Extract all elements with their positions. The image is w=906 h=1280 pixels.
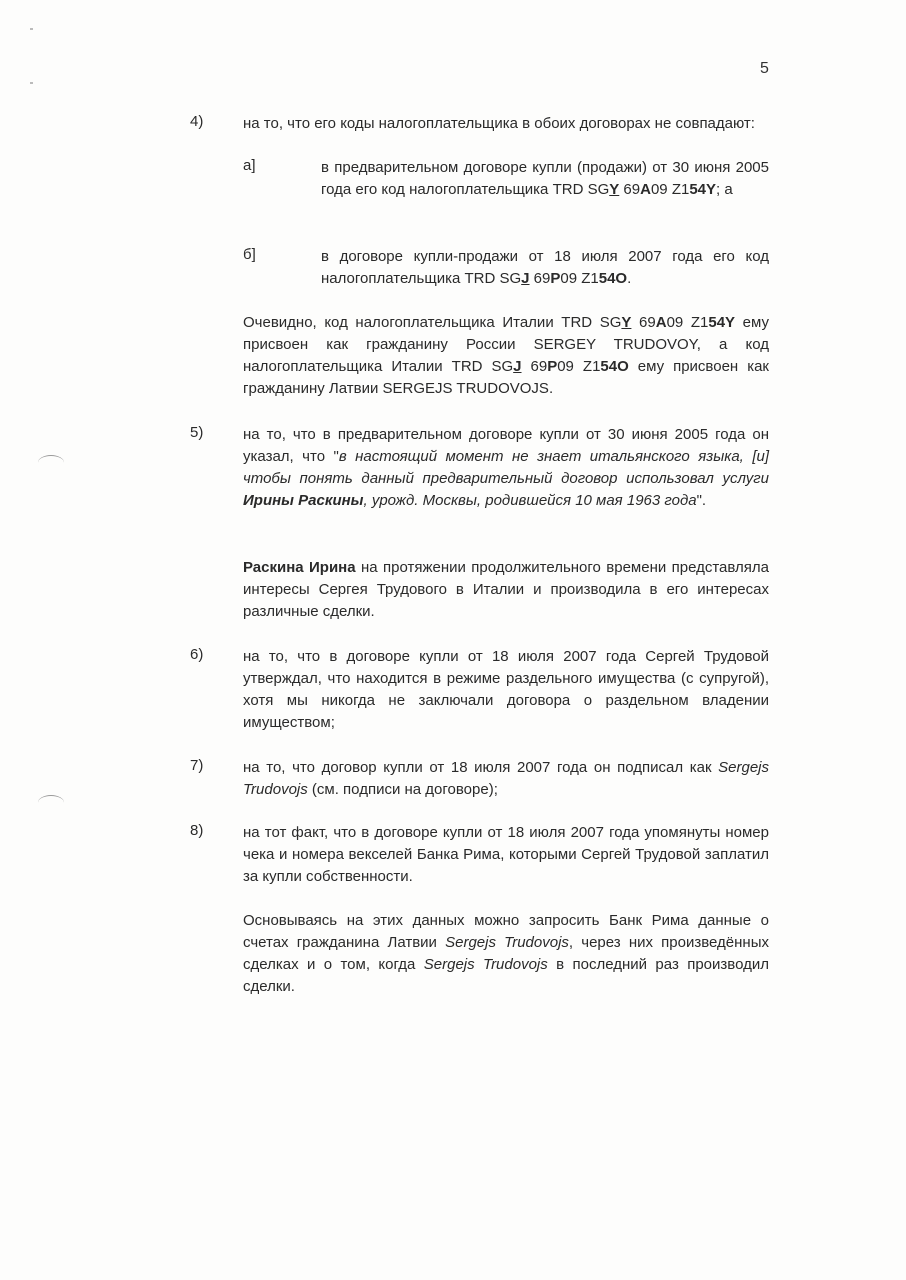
scan-speck — [30, 28, 33, 30]
subitem-b-text: в договоре купли-продажи от 18 июля 2007 года его код налогоплательщика TRD SGJ 69P09 Z154O. — [321, 248, 769, 287]
item-number-4: 4) — [190, 113, 204, 130]
item-5-text: на то, что в предварительном договоре купли от 30 июня 2005 года он указал, что "в настоящий момент не знает итальянского языка, [и] чтобы понять данный предварительный договор использовал услуги Ирины Раскины, урожд. Москвы, родившейся 10 мая 1963 года". — [243, 426, 769, 509]
item-number-5: 5) — [190, 424, 204, 441]
page-number: 5 — [760, 60, 769, 77]
item-7-text: на то, что договор купли от 18 июля 2007 года он подписал как Sergejs Trudovojs (см. подписи на договоре); — [243, 759, 769, 798]
item-6-text: на то, что в договоре купли от 18 июля 2007 года Сергей Трудовой утверждал, что находится в режиме раздельного имущества (с супругой), хотя мы никогда не заключали договора о раздельном владении имуществом; — [243, 648, 769, 731]
subitem-b-label: б] — [243, 246, 256, 263]
item-number-8: 8) — [190, 822, 204, 839]
item-8-paragraph-2: Основываясь на этих данных можно запросить Банк Рима данные о счетах гражданина Латвии Sergejs Trudovojs, через них произведённых сделках и о том, когда Sergejs Trudovojs в последний раз производил сделки. — [243, 912, 769, 995]
item-number-7: 7) — [190, 757, 204, 774]
scan-speck — [30, 82, 33, 84]
item-number-6: 6) — [190, 646, 204, 663]
punch-hole-mark — [38, 795, 64, 810]
item-4-conclusion: Очевидно, код налогоплательщика Италии TRD SGY 69A09 Z154Y ему присвоен как гражданину России SERGEY TRUDOVOY, а код налогоплательщика Италии TRD SGJ 69P09 Z154O ему присвоен как гражданину Латвии SERGEJS TRUDOVOJS. — [243, 314, 769, 397]
punch-hole-mark — [38, 455, 64, 470]
item-4-text: на то, что его коды налогоплательщика в обоих договорах не совпадают: — [243, 115, 755, 132]
item-8-text: на тот факт, что в договоре купли от 18 июля 2007 года упомянуты номер чека и номера векселей Банка Рима, которыми Сергей Трудовой заплатил за купли собственности. — [243, 824, 769, 885]
subitem-a-label: а] — [243, 157, 256, 174]
subitem-a-text: в предварительном договоре купли (продажи) от 30 июня 2005 года его код налогоплательщика TRD SGY 69A09 Z154Y; а — [321, 159, 769, 198]
item-5-paragraph-2: Раскина Ирина на протяжении продолжительного времени представляла интересы Сергея Трудового в Италии и производила в его интересах различные сделки. — [243, 559, 769, 620]
